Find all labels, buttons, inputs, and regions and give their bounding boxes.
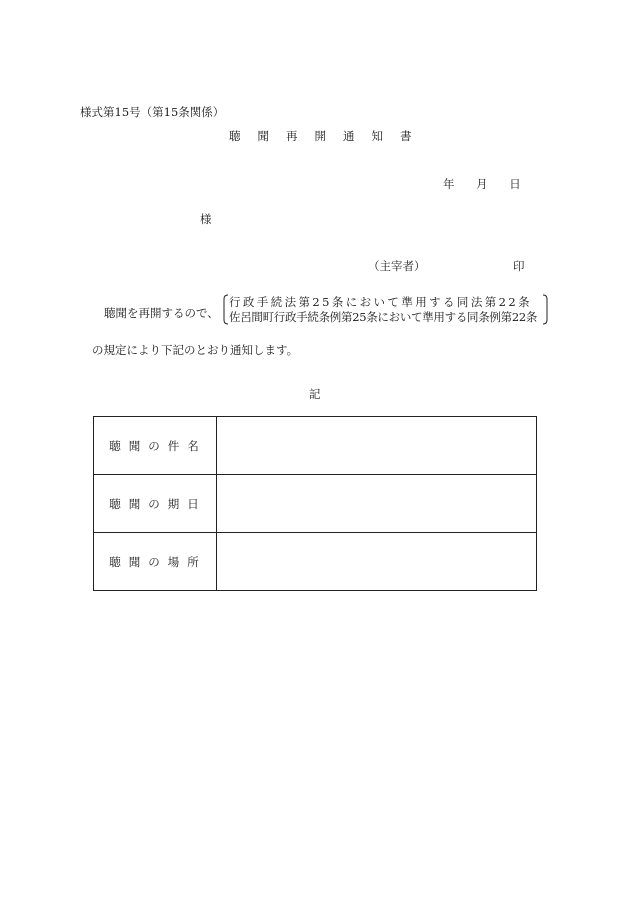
detail-table: [93, 416, 537, 591]
ki-label: 記: [309, 387, 321, 401]
seal-label: 印: [513, 259, 525, 273]
law-option-1: 行政手続法第25条において準用する同法第22条: [229, 295, 532, 309]
row-label: 聴聞の期日: [94, 475, 217, 533]
row-label: 聴聞の件名: [94, 417, 217, 475]
addressee-suffix: 様: [200, 212, 212, 226]
document-title: 聴聞再開通知書: [229, 129, 429, 143]
table-row: [94, 417, 537, 475]
law-option-2: 佐呂間町行政手続条例第25条において準用する同条例第22条: [229, 310, 538, 324]
organizer-label: （主宰者）: [368, 259, 426, 273]
date-line: 年 月 日: [443, 177, 521, 191]
row-value[interactable]: [217, 417, 537, 475]
body-intro: 聴聞を再開するので、: [104, 306, 219, 320]
law-options-bracket: [222, 294, 549, 325]
row-label: 聴聞の場所: [94, 533, 217, 591]
row-value[interactable]: [217, 475, 537, 533]
row-value[interactable]: [217, 533, 537, 591]
table-row: [94, 475, 537, 533]
table-row: [94, 533, 537, 591]
body-continuation: の規定により下記のとおり通知します。: [92, 343, 299, 357]
form-number: 様式第15号（第15条関係）: [80, 105, 225, 119]
